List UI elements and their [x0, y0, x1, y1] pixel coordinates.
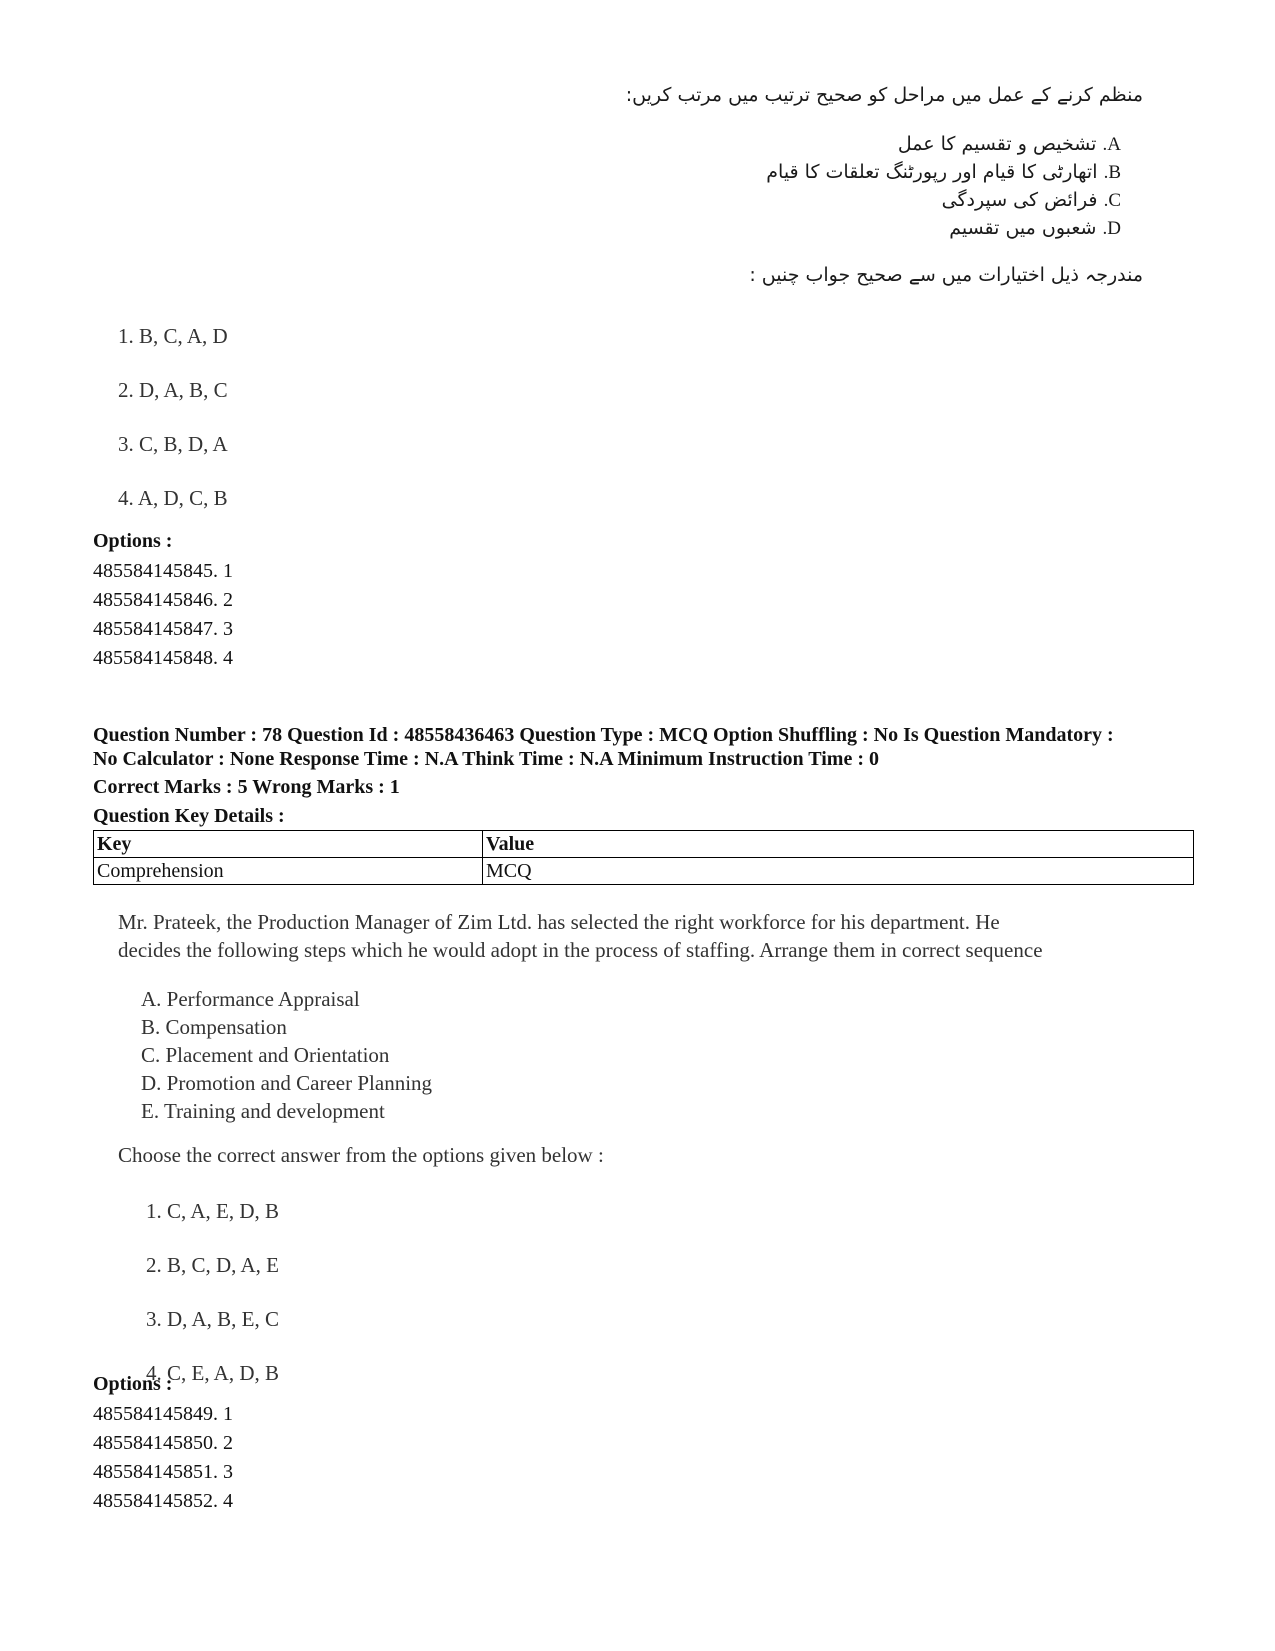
- answer-option: 2. D, A, B, C: [118, 378, 228, 402]
- option-id-row: 485584145845. 1: [93, 560, 233, 582]
- choose-instruction: Choose the correct answer from the options given below :: [118, 1143, 604, 1167]
- urdu-item: [583, 130, 1121, 158]
- urdu-question: [583, 80, 1143, 290]
- question-passage: [118, 908, 1178, 964]
- option-id-row: 485584145849. 1: [93, 1403, 233, 1425]
- option-ids-list: [93, 557, 233, 673]
- question-item: D. Promotion and Career Planning: [141, 1071, 433, 1095]
- question-item: E. Training and development: [141, 1099, 385, 1123]
- table-header-value: Value: [483, 831, 1194, 858]
- option-id-row: 485584145852. 4: [93, 1490, 233, 1512]
- item-text: اتھارٹی کا قیام اور رپورٹنگ تعلقات کا قیام: [766, 161, 1098, 183]
- option-id-row: 485584145850. 2: [93, 1432, 233, 1454]
- passage-line: Mr. Prateek, the Production Manager of Zim Ltd. has selected the right workforce for his department. He: [118, 910, 1000, 934]
- table-header-row: [94, 831, 1194, 858]
- urdu-choose-instruction: مندرجہ ذیل اختیارات میں سے صحیح جواب چنیں :: [749, 264, 1143, 286]
- question-meta-line: No Calculator : None Response Time : N.A Think Time : N.A Minimum Instruction Time : 0: [93, 748, 879, 770]
- table-cell-value: MCQ: [483, 858, 1194, 885]
- question-item: B. Compensation: [141, 1015, 287, 1039]
- item-letter: C.: [1103, 190, 1121, 211]
- item-text: شعبوں میں تقسیم: [949, 217, 1097, 239]
- answer-option: 2. B, C, D, A, E: [146, 1253, 280, 1277]
- answer-option: 3. C, B, D, A: [118, 432, 228, 456]
- answer-option: 4. A, D, C, B: [118, 486, 228, 510]
- option-id-row: 485584145847. 3: [93, 618, 233, 640]
- question-item: A. Performance Appraisal: [141, 987, 360, 1011]
- answer-options-list: [118, 322, 228, 538]
- urdu-item: [583, 214, 1121, 242]
- question-meta-line: Question Number : 78 Question Id : 48558436463 Question Type : MCQ Option Shuffling : No Is Question Mandatory :: [93, 724, 1114, 746]
- table-header-key: Key: [94, 831, 483, 858]
- urdu-question-items: [583, 130, 1143, 242]
- item-text: تشخیص و تقسیم کا عمل: [897, 133, 1097, 155]
- option-id-row: 485584145848. 4: [93, 647, 233, 669]
- question-key-details-label: Question Key Details :: [93, 805, 285, 827]
- question-items-list: [141, 985, 432, 1125]
- options-label: Options :: [93, 1373, 173, 1395]
- item-letter: D.: [1102, 218, 1121, 239]
- question-meta: [93, 723, 1193, 771]
- answer-option: 4. C, E, A, D, B: [146, 1361, 280, 1385]
- question-marks: Correct Marks : 5 Wrong Marks : 1: [93, 776, 400, 798]
- item-text: فرائض کی سپردگی: [941, 189, 1098, 211]
- urdu-item: [583, 158, 1121, 186]
- answer-option: 3. D, A, B, E, C: [146, 1307, 280, 1331]
- passage-line: decides the following steps which he would adopt in the process of staffing. Arrange them in correct sequence: [118, 938, 1043, 962]
- item-letter: A.: [1102, 134, 1121, 155]
- urdu-item: [583, 186, 1121, 214]
- option-ids-list: [93, 1400, 233, 1516]
- table-cell-key: Comprehension: [94, 858, 483, 885]
- key-details-table: [93, 830, 1194, 885]
- item-letter: B.: [1103, 162, 1121, 183]
- answer-option: 1. C, A, E, D, B: [146, 1199, 280, 1223]
- options-label: Options :: [93, 530, 173, 552]
- answer-option: 1. B, C, A, D: [118, 324, 228, 348]
- option-id-row: 485584145846. 2: [93, 589, 233, 611]
- question-item: C. Placement and Orientation: [141, 1043, 390, 1067]
- table-row: [94, 858, 1194, 885]
- option-id-row: 485584145851. 3: [93, 1461, 233, 1483]
- urdu-question-prompt: منظم کرنے کے عمل میں مراحل کو صحیح ترتیب میں مرتب کریں:: [625, 84, 1143, 106]
